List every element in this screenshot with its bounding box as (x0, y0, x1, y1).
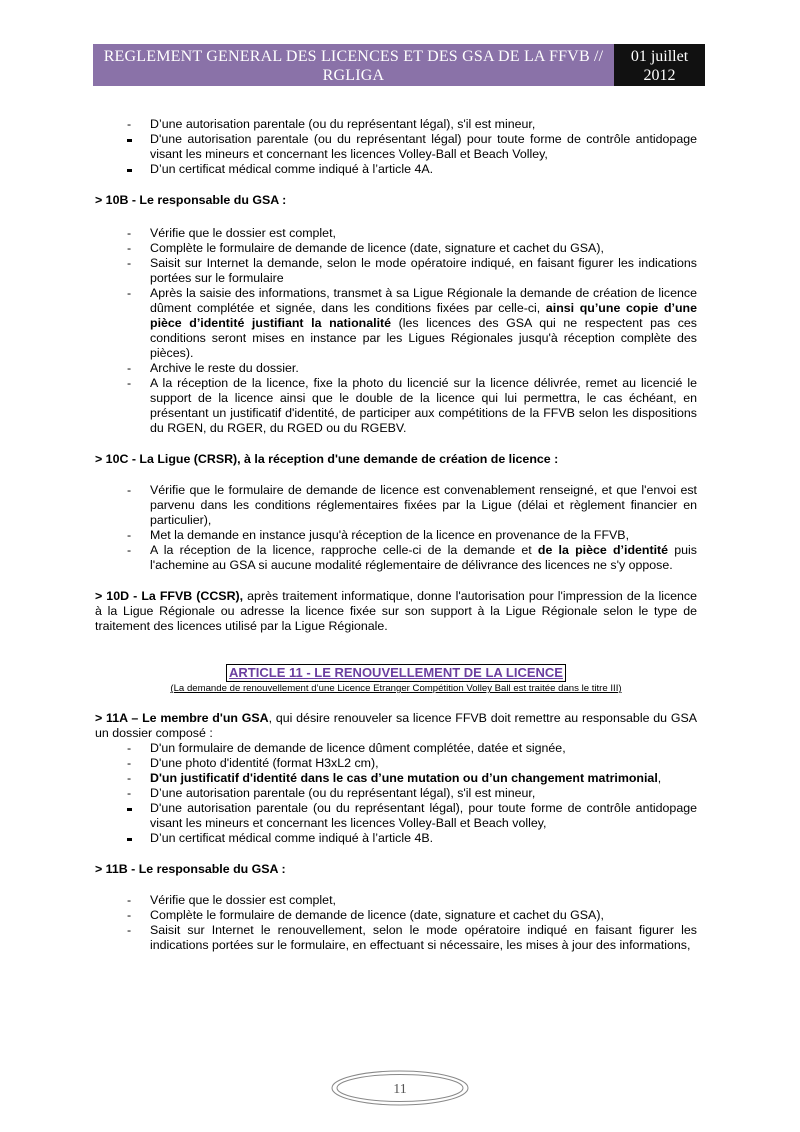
list-item: D'un justificatif d'identité dans le cas d’une mutation ou d’un changement matrimonial, (150, 771, 662, 785)
header-date (614, 44, 705, 86)
list-10b (95, 226, 697, 436)
list-item: D'une autorisation parentale (ou du représentant légal) pour toute forme de contrôle antidopage visant les mineurs et concernant les licences Volley-Ball et Beach Volley, (150, 132, 697, 161)
list-item: A la réception de la licence, rapproche celle-ci de la demande et de la pièce d’identité puis l'achemine au GSA si aucune modalité réglementaire de délivrance des licences ne s'y oppose. (150, 543, 697, 572)
section-heading-11b: > 11B - Le responsable du GSA : (95, 862, 286, 876)
list-item: Complète le formulaire de demande de licence (date, signature et cachet du GSA), (150, 908, 604, 922)
list-item: Vérifie que le dossier est complet, (150, 226, 336, 240)
list-item: D'une photo d'identité (format H3xL2 cm), (150, 756, 379, 770)
page-footer (330, 1069, 470, 1107)
header-date-line2: 2012 (643, 67, 676, 84)
list-item: Complète le formulaire de demande de licence (date, signature et cachet du GSA), (150, 241, 604, 255)
page-number: 11 (393, 1082, 407, 1097)
list-item: Met la demande en instance jusqu'à réception de la licence en provenance de la FFVB, (150, 528, 630, 542)
header-title-line1: REGLEMENT GENERAL DES LICENCES ET DES GSA DE LA FFVB // (103, 48, 604, 65)
article-note: (La demande de renouvellement d’une Licence Etranger Compétition Volley Ball est traitée dans le titre III) (170, 683, 622, 694)
document-body (95, 117, 697, 953)
list-item: D'une autorisation parentale (ou du représentant légal), pour toute forme de contrôle antidopage visant les mineurs et concernant les licences Volley-Ball et Beach volley, (150, 801, 697, 830)
list-11a (95, 741, 697, 846)
list-item: A la réception de la licence, fixe la photo du licencié sur la licence délivrée, remet au licencié le support de la licence ainsi que le double de la licence qui lui permettra, le cas échéant, en présentant un justificatif d'identité, de participer aux compétitions de la FFVB selon les dispositions du RGEN, du RGER, du RGED ou du RGEBV. (150, 376, 697, 435)
list-item: D’une autorisation parentale (ou du représentant légal), s'il est mineur, (150, 117, 536, 131)
list-item: Saisit sur Internet le renouvellement, selon le mode opératoire indiqué en faisant figurer les indications portées sur le formulaire, en effectuant si nécessaire, les mises à jour des informations, (150, 923, 697, 952)
list-item: D’un certificat médical comme indiqué à l’article 4A. (150, 162, 434, 176)
section-heading-10c: > 10C - La Ligue (CRSR), à la réception d'une demande de création de licence : (95, 452, 559, 466)
list-item: Vérifie que le formulaire de demande de licence est convenablement renseigné, et que l'envoi est parvenu dans les conditions réglementaires fixées par la Ligue (délai et règlement financier en particulier), (150, 483, 697, 527)
top-list (95, 117, 697, 177)
list-item: D’un certificat médical comme indiqué à l’article 4B. (150, 831, 434, 845)
header-title (93, 44, 614, 86)
section-heading-10d: > 10D - La FFVB (CCSR), (95, 589, 244, 603)
header-title-line2: RGLIGA (322, 67, 385, 84)
list-item: D'un formulaire de demande de licence dûment complétée, datée et signée, (150, 741, 566, 755)
list-11b (95, 893, 697, 953)
article-title: ARTICLE 11 - LE RENOUVELLEMENT DE LA LICENCE (95, 664, 697, 682)
section-11a: > 11A – Le membre d'un GSA, qui désire renouveler sa licence FFVB doit remettre au responsable du GSA un dossier composé : (95, 711, 697, 740)
list-item: Vérifie que le dossier est complet, (150, 893, 336, 907)
list-item: Archive le reste du dossier. (150, 361, 299, 375)
page-header (93, 44, 705, 86)
list-item: Saisit sur Internet la demande, selon le mode opératoire indiqué, en faisant figurer les indications portées sur le formulaire (150, 256, 697, 285)
section-10d: > 10D - La FFVB (CCSR), après traitement informatique, donne l'autorisation pour l'impression de la licence à la Ligue Régionale ou adresse la licence fixée sur son support à la Ligue Régionale selon le type de traitement des licences utilisé par la Ligue Régionale. (95, 589, 698, 633)
header-date-line1: 01 juillet (630, 48, 689, 65)
list-10c (95, 483, 697, 573)
page-number-ellipse (330, 1069, 470, 1107)
list-item: Après la saisie des informations, transmet à sa Ligue Régionale la demande de création de licence dûment complétée et signée, dans les conditions fixées par celle-ci, ainsi qu’une copie d’une pièce d’identité justifiant la nationalité (les licences des GSA qui ne respectent pas ces conditions seront mises en instance par les Ligues Régionales jusqu'à réception complète des pièces). (150, 286, 697, 360)
section-heading-10b: > 10B - Le responsable du GSA : (95, 193, 287, 207)
section-heading-11a: > 11A – Le membre d'un GSA (95, 711, 269, 725)
list-item: D’une autorisation parentale (ou du représentant légal), s'il est mineur, (150, 786, 536, 800)
